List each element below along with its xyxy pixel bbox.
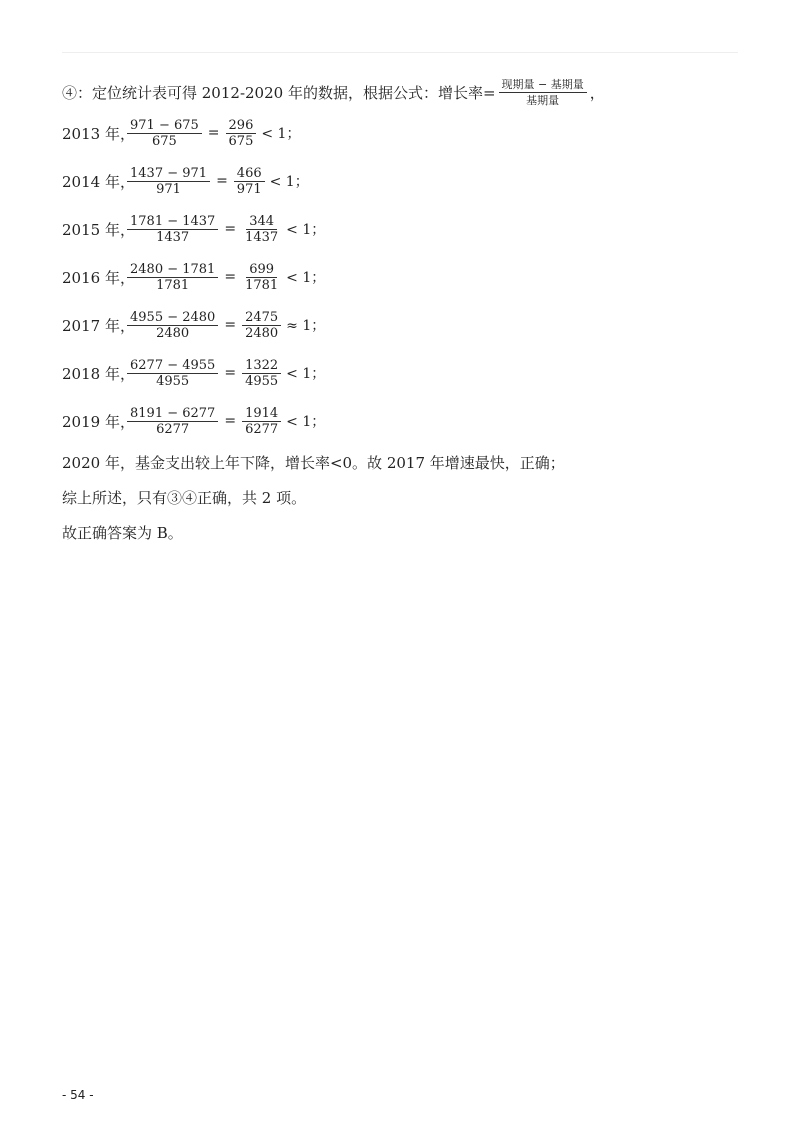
- fraction-numerator: 1781 − 1437: [127, 214, 218, 230]
- fraction-denominator: 1437: [156, 229, 190, 245]
- year-label: 2013 年，: [62, 124, 135, 143]
- fraction-numerator: 4955 − 2480: [127, 310, 218, 326]
- comparison: ≈ 1；: [286, 318, 326, 334]
- result-fraction: [226, 118, 257, 149]
- result-fraction: [242, 310, 281, 341]
- year-row: [62, 160, 309, 202]
- fraction-denominator: 2480: [156, 325, 190, 341]
- result-fraction: [242, 262, 281, 293]
- formula-denominator: 基期量: [526, 93, 560, 107]
- fraction-numerator: 2475: [242, 310, 281, 326]
- result-fraction: [242, 214, 281, 245]
- equals-sign: =: [224, 269, 237, 285]
- comparison: < 1；: [286, 366, 326, 382]
- formula-numerator: 现期量 − 基期量: [499, 77, 587, 93]
- result-fraction: [242, 406, 281, 437]
- year-row: [62, 400, 325, 442]
- growth-rate-formula: [499, 77, 587, 108]
- fraction-numerator: 344: [246, 214, 277, 230]
- difference-fraction: [127, 118, 202, 149]
- fraction-denominator: 675: [151, 133, 177, 149]
- header-rule: [62, 52, 738, 53]
- comparison: < 1；: [286, 222, 326, 238]
- year-label: 2019 年，: [62, 412, 135, 431]
- fraction-denominator: 1781: [245, 277, 279, 293]
- fraction-denominator: 6277: [245, 421, 279, 437]
- equals-sign: =: [224, 221, 237, 237]
- year-label: 2016 年，: [62, 268, 135, 287]
- difference-fraction: [127, 358, 218, 389]
- equals-sign: =: [224, 413, 237, 429]
- fraction-denominator: 4955: [156, 373, 190, 389]
- fraction-numerator: 466: [234, 166, 265, 182]
- result-fraction: [242, 358, 281, 389]
- fraction-denominator: 971: [156, 181, 181, 197]
- equals-sign: =: [224, 365, 237, 381]
- fraction-denominator: 1437: [245, 229, 279, 245]
- fraction-numerator: 1914: [242, 406, 281, 422]
- year-row: [62, 256, 325, 298]
- answer-line: 故正确答案为 B。: [62, 524, 183, 542]
- difference-fraction: [127, 406, 218, 437]
- fraction-numerator: 971 − 675: [127, 118, 202, 134]
- comparison: < 1；: [269, 174, 309, 190]
- comparison: < 1；: [286, 414, 326, 430]
- year-row: [62, 112, 300, 154]
- fraction-numerator: 6277 − 4955: [127, 358, 218, 374]
- year-row: [62, 352, 325, 394]
- fraction-denominator: 675: [228, 133, 254, 149]
- comparison: < 1；: [261, 126, 301, 142]
- result-fraction: [234, 166, 265, 197]
- conclusion-line: 2020 年，基金支出较上年下降，增长率<0。故 2017 年增速最快，正确；: [62, 454, 565, 472]
- fraction-numerator: 296: [226, 118, 257, 134]
- difference-fraction: [127, 166, 210, 197]
- page-number: - 54 -: [62, 1088, 94, 1102]
- year-row: [62, 304, 325, 346]
- intro-text: ④：定位统计表可得 2012-2020 年的数据，根据公式：增长率=: [62, 83, 496, 102]
- fraction-denominator: 971: [236, 181, 262, 197]
- intro-line: [62, 72, 605, 112]
- difference-fraction: [127, 262, 218, 293]
- equals-sign: =: [224, 317, 237, 333]
- fraction-numerator: 1322: [242, 358, 281, 374]
- equals-sign: =: [216, 173, 228, 189]
- fraction-denominator: 1781: [156, 277, 190, 293]
- year-label: 2017 年，: [62, 316, 135, 335]
- year-label: 2014 年，: [62, 172, 135, 191]
- fraction-numerator: 2480 − 1781: [127, 262, 218, 278]
- comparison: < 1；: [286, 270, 326, 286]
- fraction-numerator: 699: [246, 262, 277, 278]
- fraction-denominator: 4955: [245, 373, 279, 389]
- difference-fraction: [127, 214, 218, 245]
- fraction-numerator: 8191 − 6277: [127, 406, 218, 422]
- fraction-denominator: 6277: [156, 421, 190, 437]
- summary-line: 综上所述，只有③④正确，共 2 项。: [62, 489, 307, 507]
- intro-end: ，: [589, 83, 605, 102]
- fraction-denominator: 2480: [245, 325, 279, 341]
- equals-sign: =: [207, 125, 220, 141]
- year-row: [62, 208, 325, 250]
- year-label: 2018 年，: [62, 364, 135, 383]
- year-label: 2015 年，: [62, 220, 135, 239]
- fraction-numerator: 1437 − 971: [127, 166, 210, 182]
- difference-fraction: [127, 310, 218, 341]
